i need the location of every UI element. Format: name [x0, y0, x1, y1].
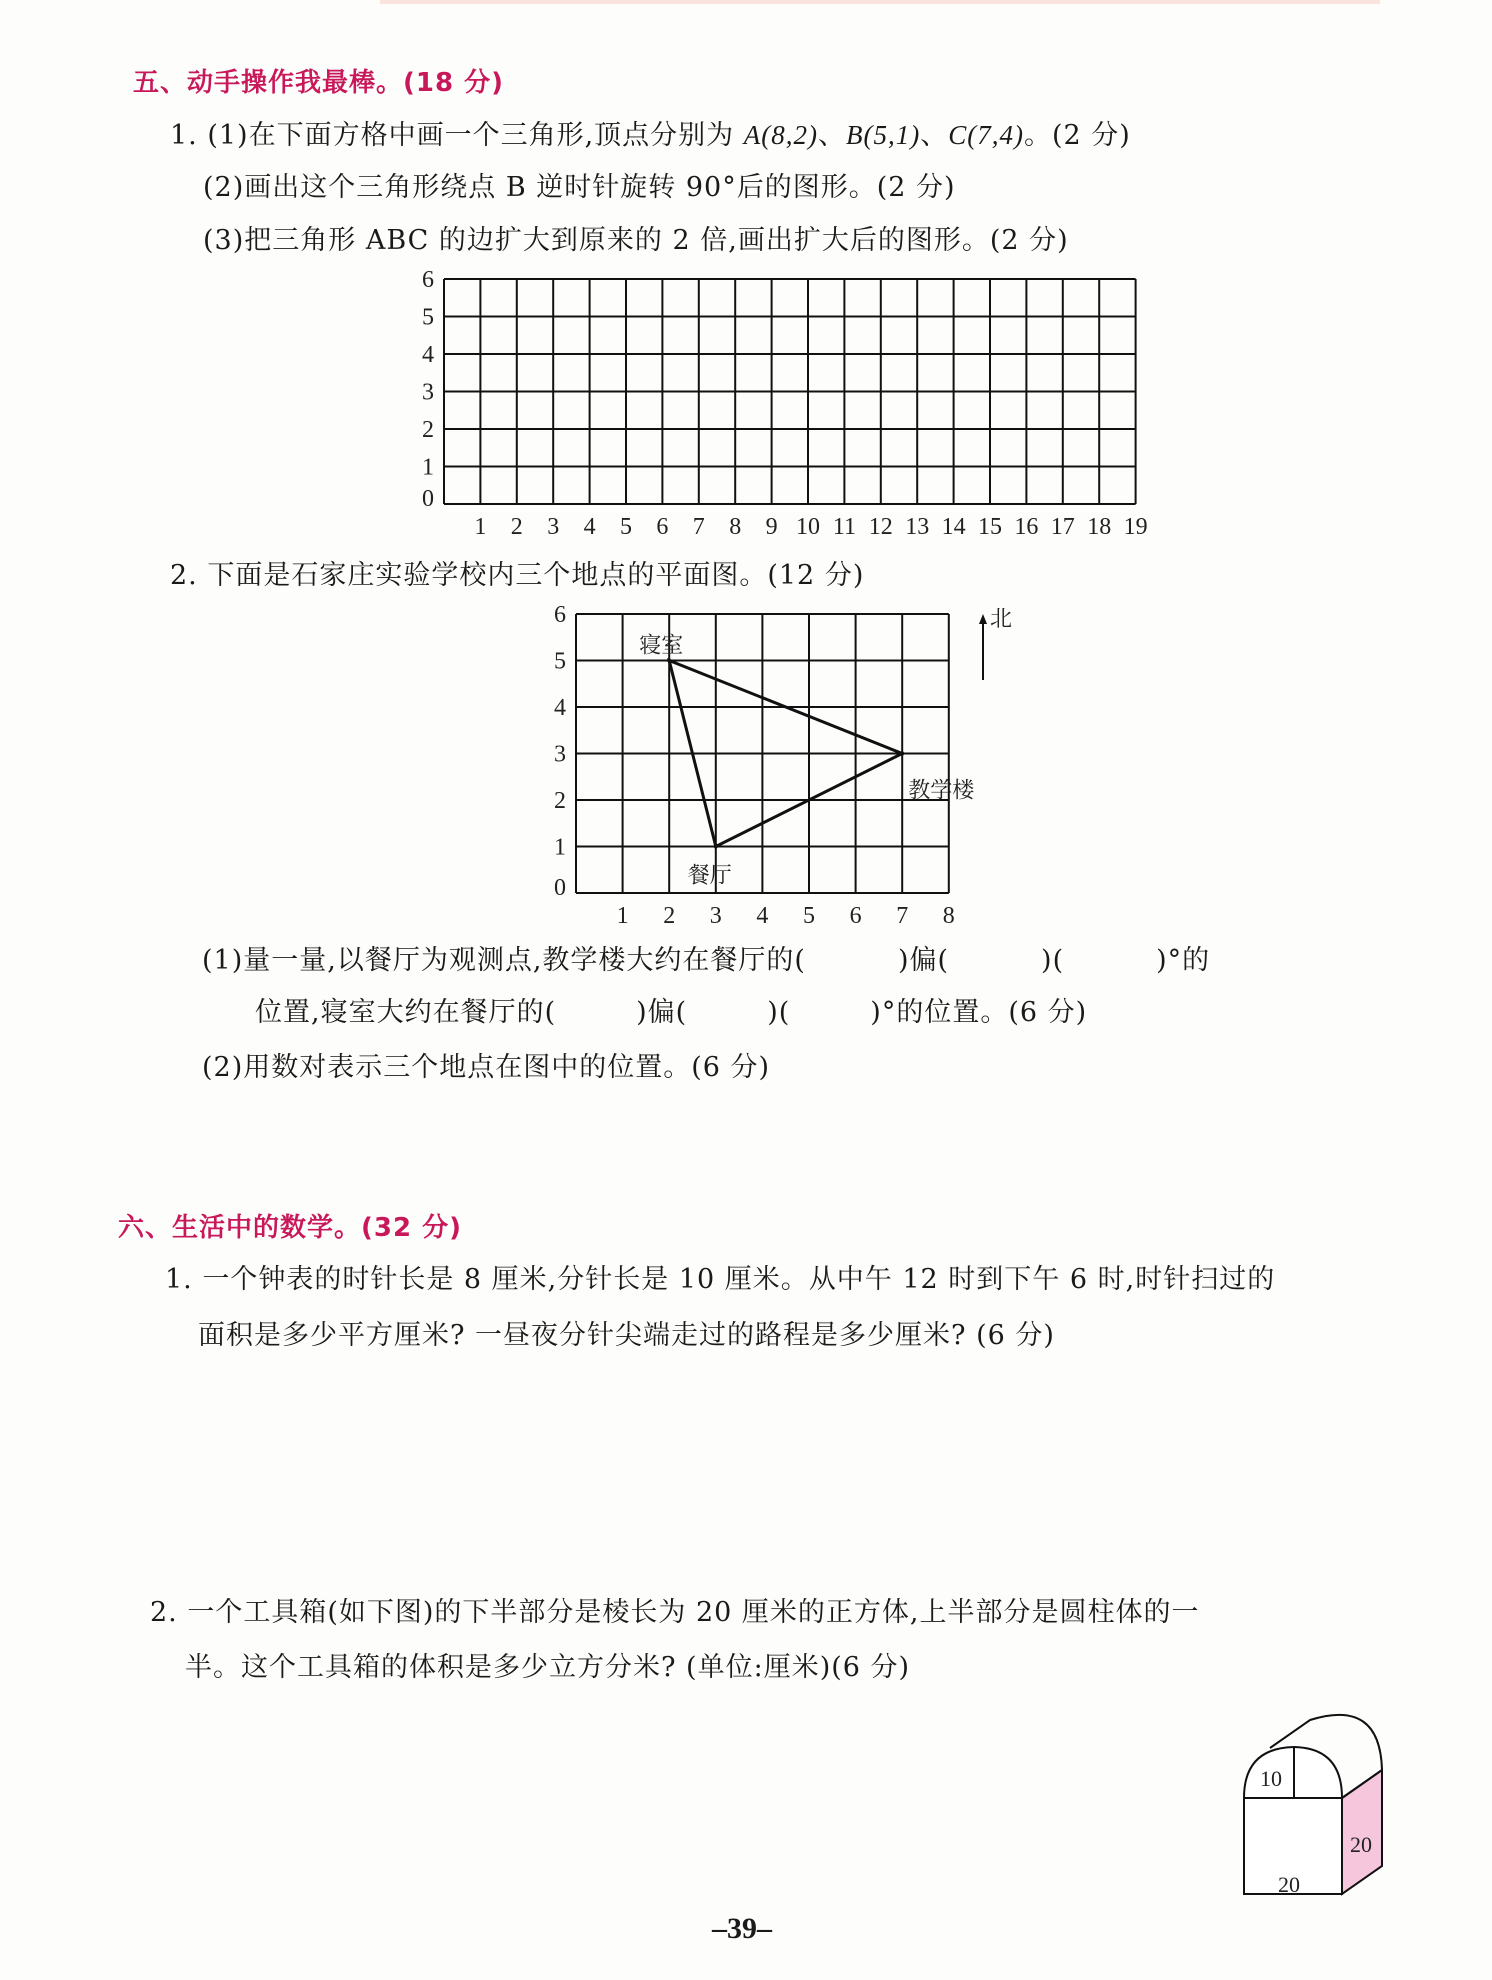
section6-title: 六、生活中的数学。(32 分) — [118, 1213, 462, 1243]
x-tick-label: 4 — [583, 514, 596, 540]
q2-sub1-text-d: )°的 — [1156, 945, 1211, 976]
x-tick-label: 10 — [796, 514, 820, 540]
x-tick-label: 15 — [978, 514, 1002, 540]
page-number: –39– — [712, 1912, 772, 1945]
school-map — [530, 590, 1050, 930]
x-tick-label: 5 — [803, 903, 815, 929]
place-marker — [714, 845, 718, 849]
place-marker — [667, 659, 671, 663]
top-edge-strip — [380, 0, 1380, 4]
q1-part1-prefix: 1. (1)在下面方格中画一个三角形,顶点分别为 — [170, 120, 744, 151]
coordinate-grid-1[interactable] — [400, 265, 1160, 545]
section5-title: 五、动手操作我最棒。(18 分) — [133, 68, 504, 98]
place-label: 寝室 — [639, 632, 684, 658]
q1-part3: (3)把三角形 ABC 的边扩大到原来的 2 倍,画出扩大后的图形。(2 分) — [203, 225, 1069, 256]
q2-sub1-text-e: 位置,寝室大约在餐厅的( — [255, 997, 557, 1028]
x-tick-label: 13 — [905, 514, 930, 540]
q2-sub1-text-h: )°的位置。(6 分) — [870, 997, 1088, 1028]
y-tick-label: 4 — [554, 695, 566, 721]
s6-q2-line2: 半。这个工具箱的体积是多少立方分米? (单位:厘米)(6 分) — [185, 1652, 911, 1683]
s6-q1-line1: 1. 一个钟表的时针长是 8 厘米,分针长是 10 厘米。从中午 12 时到下午 6 时,时针扫过的 — [165, 1264, 1276, 1295]
q2-sub1-text-g: )( — [767, 997, 791, 1028]
place-label: 餐厅 — [687, 862, 732, 888]
q1-part1: 1. (1)在下面方格中画一个三角形,顶点分别为 A(8,2)、B(5,1)、C(7,4)。(2 分) — [170, 120, 1131, 151]
y-tick-label: 3 — [554, 741, 566, 768]
q2-sub1-text-b: )偏( — [897, 945, 950, 976]
q2-sub1-line2 — [255, 990, 1087, 1029]
y-tick-label: 0 — [422, 486, 434, 512]
x-tick-label: 2 — [663, 903, 676, 929]
toolbox-figure — [1230, 1690, 1390, 1900]
y-tick-label: 2 — [554, 788, 566, 814]
x-tick-label: 2 — [510, 514, 523, 540]
q2-sub1-text-c: )( — [1041, 945, 1065, 976]
x-tick-label: 16 — [1014, 514, 1039, 540]
q1-part1-suffix: 。(2 分) — [1023, 120, 1131, 151]
y-tick-label: 6 — [554, 602, 566, 628]
x-tick-label: 8 — [942, 903, 955, 929]
place-marker — [900, 752, 904, 756]
q2-sub1-text-a: (1)量一量,以餐厅为观测点,教学楼大约在餐厅的( — [202, 945, 806, 976]
answer-area-s6-q2[interactable] — [150, 1700, 1200, 1880]
y-tick-label: 0 — [554, 875, 566, 901]
place-label: 教学楼 — [908, 777, 975, 803]
y-tick-label: 5 — [422, 304, 434, 331]
y-tick-label: 5 — [554, 648, 566, 675]
x-tick-label: 1 — [474, 514, 487, 540]
y-tick-label: 6 — [422, 267, 434, 293]
x-tick-label: 18 — [1087, 514, 1112, 540]
x-tick-label: 19 — [1123, 514, 1148, 540]
q2-sub1-line1 — [202, 938, 1210, 977]
x-tick-label: 6 — [656, 514, 669, 540]
x-tick-label: 11 — [832, 514, 856, 540]
q2-sub2: (2)用数对表示三个地点在图中的位置。(6 分) — [202, 1052, 771, 1083]
s6-q2-line1: 2. 一个工具箱(如下图)的下半部分是棱长为 20 厘米的正方体,上半部分是圆柱体的一 — [150, 1597, 1200, 1628]
q2-sub1-text-f: )偏( — [636, 997, 688, 1028]
x-tick-label: 3 — [709, 903, 722, 929]
x-tick-label: 1 — [616, 903, 629, 929]
x-tick-label: 5 — [620, 514, 632, 540]
x-tick-label: 14 — [941, 514, 966, 540]
toolbox-bottom-label: 20 — [1278, 1872, 1300, 1897]
x-tick-label: 7 — [692, 514, 705, 540]
north-label: 北 — [990, 606, 1013, 631]
q1-part2: (2)画出这个三角形绕点 B 逆时针旋转 90°后的图形。(2 分) — [203, 172, 956, 203]
s6-q1-line2: 面积是多少平方厘米? 一昼夜分针尖端走过的路程是多少厘米? (6 分) — [198, 1320, 1055, 1351]
x-tick-label: 9 — [765, 514, 778, 540]
y-tick-label: 1 — [554, 834, 566, 861]
toolbox-radius-label: 10 — [1260, 1766, 1282, 1791]
x-tick-label: 3 — [547, 514, 560, 540]
toolbox-side-label: 20 — [1350, 1832, 1372, 1857]
y-tick-label: 3 — [422, 379, 434, 406]
y-tick-label: 2 — [422, 417, 434, 443]
answer-area-q2-sub2[interactable] — [202, 1090, 1382, 1190]
x-tick-label: 17 — [1050, 514, 1075, 540]
x-tick-label: 7 — [896, 903, 909, 929]
point-b: B(5,1) — [846, 120, 921, 150]
x-tick-label: 6 — [849, 903, 862, 929]
y-tick-label: 4 — [422, 342, 434, 368]
x-tick-label: 12 — [868, 514, 893, 540]
y-tick-label: 1 — [422, 454, 434, 481]
answer-area-s6-q1[interactable] — [165, 1370, 1385, 1550]
point-a: A(8,2) — [743, 120, 818, 150]
q2-title: 2. 下面是石家庄实验学校内三个地点的平面图。(12 分) — [170, 560, 865, 591]
x-tick-label: 4 — [756, 903, 769, 929]
point-c: C(7,4) — [948, 120, 1024, 150]
x-tick-label: 8 — [729, 514, 742, 540]
north-arrow-head-icon — [979, 614, 987, 624]
